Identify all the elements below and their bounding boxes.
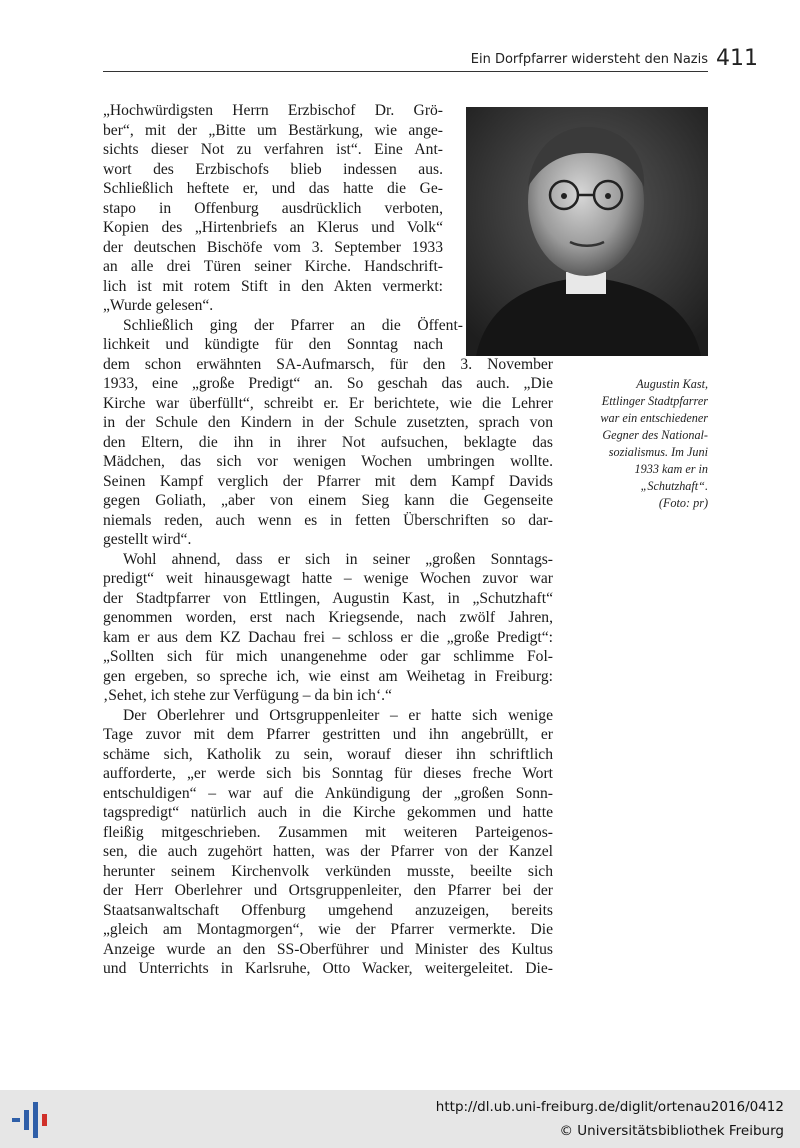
body-line: dem schon erwähnten SA-Aufmarsch, für den 3. November <box>103 355 553 373</box>
body-line: „Hochwürdigsten Herrn Erzbischof Dr. Grö- <box>103 102 443 119</box>
caption-line: sozialismus. Im Juni <box>608 445 708 459</box>
body-line: sen, die auch zugehört hatten, was der Pfarrer von der Kanzel <box>103 843 553 860</box>
caption-line: Augustin Kast, <box>636 377 708 391</box>
body-line: den Eltern, die ihn in ihrer Not aufsuchen, beklagte das <box>103 433 553 451</box>
body-line: Kopien des „Hirtenbriefs an Klerus und Volk“ <box>103 219 443 236</box>
article-body <box>103 101 553 979</box>
body-line: niemals reden, auch wenn es in fetten Überschriften so dar- <box>103 511 553 529</box>
body-line: „gleich am Montagmorgen“, wie der Pfarrer vermerkte. Die <box>103 921 553 938</box>
body-line: fleißig mitgeschrieben. Zusammen mit weiteren Parteigenos- <box>103 823 553 841</box>
body-line: Staatsanwaltschaft Offenburg umgehend anzuzeigen, bereits <box>103 901 553 919</box>
body-line: wort des Erzbischofs blieb indessen aus. <box>103 160 443 178</box>
caption-line: „Schutzhaft“. <box>640 479 708 493</box>
viewer-footer <box>0 1090 800 1148</box>
body-line: ‚Sehet, ich stehe zur Verfügung – da bin ich‘.“ <box>103 687 392 704</box>
body-line: herunter seinem Kirchenvolk verkünden musste, beeilte sich <box>103 862 553 880</box>
permalink-url[interactable]: http://dl.ub.uni-freiburg.de/diglit/ortenau2016/0412 <box>435 1099 784 1115</box>
page-number: 411 <box>716 46 758 71</box>
body-line: ber“, mit der „Bitte um Bestärkung, wie ange- <box>103 121 443 139</box>
body-line: Schließlich ging der Pfarrer an die Öffent- <box>123 316 463 334</box>
body-line: stapo in Offenburg ausdrücklich verboten, <box>103 199 443 217</box>
running-title: Ein Dorfpfarrer widersteht den Nazis <box>470 52 708 67</box>
caption-line: Ettlinger Stadtpfarrer <box>601 394 708 408</box>
caption-line: 1933 kam er in <box>634 462 708 476</box>
body-line: gegen Goliath, „aber von einem Sieg kann die Gegenseite <box>103 492 553 509</box>
header-rule <box>103 71 708 72</box>
body-line: Tage zuvor mit dem Pfarrer gestritten und ihn angebrüllt, er <box>103 726 553 743</box>
body-line: an alle drei Türen seiner Kirche. Handschrift- <box>103 258 443 275</box>
library-logo-icon <box>12 1100 52 1140</box>
body-line: Mädchen, das sich vor wenigen Wochen umbringen wollte. <box>103 453 553 470</box>
body-line: Seinen Kampf verglich der Pfarrer mit dem Kampf Davids <box>103 472 553 490</box>
body-line: „Sollten sich für mich unangenehme oder gar schlimme Fol- <box>103 648 553 665</box>
body-line: Schließlich heftete er, und das hatte die Ge- <box>103 180 443 197</box>
caption-line: Gegner des National- <box>602 428 708 442</box>
body-line: in der Schule den Kindern in der Schule zusetzten, sprach von <box>103 414 553 431</box>
body-line: aufforderte, „er werde sich bis Sonntag für dieses freche Wort <box>103 765 553 782</box>
body-line: sichts dieser Not zu verfahren ist“. Eine Ant- <box>103 141 443 158</box>
body-line: tagspredigt“ natürlich auch in die Kirche gekommen und hatte <box>103 804 553 821</box>
body-line: schäme sich, Katholik zu sein, worauf dieser ihn schriftlich <box>103 745 553 763</box>
copyright-notice: © Universitätsbibliothek Freiburg <box>559 1123 784 1139</box>
body-line: genommen worden, erst nach Kriegsende, nach zwölf Jahren, <box>103 609 553 626</box>
body-line: Kirche war überfüllt“, schreibt er. Er berichtete, wie die Lehrer <box>103 394 553 412</box>
body-line: predigt“ weit hinausgewagt hatte – wenige Wochen zuvor war <box>103 570 553 587</box>
body-line: „Wurde gelesen“. <box>103 297 214 314</box>
running-head <box>103 46 758 76</box>
body-line: lich ist mit rotem Stift in den Akten vermerkt: <box>103 277 443 295</box>
body-line: lichkeit und kündigte für den Sonntag nach <box>103 336 443 353</box>
body-line: Anzeige wurde an den SS-Oberführer und Minister des Kultus <box>103 940 553 958</box>
body-line: und Unterrichts in Karlsruhe, Otto Wacker, weitergeleitet. Die- <box>103 960 553 977</box>
body-line: kam er aus dem KZ Dachau frei – schloss er die „große Predigt“: <box>103 628 553 646</box>
body-line: der Herr Oberlehrer und Ortsgruppenleiter, den Pfarrer bei der <box>103 882 553 899</box>
body-line: gen ergeben, so spreche ich, wie einst am Weihetag in Freiburg: <box>103 667 553 685</box>
caption-line: (Foto: pr) <box>658 496 708 510</box>
body-line: der Stadtpfarrer von Ettlingen, Augustin Kast, in „Schutzhaft“ <box>103 589 553 607</box>
body-line: 1933, eine „große Predigt“ an. So geschah das auch. „Die <box>103 375 553 392</box>
body-line: Wohl ahnend, dass er sich in seiner „großen Sonntags- <box>123 550 553 568</box>
body-line: der deutschen Bischöfe vom 3. September 1933 <box>103 238 443 256</box>
body-line: Der Oberlehrer und Ortsgruppenleiter – er hatte sich wenige <box>123 706 553 724</box>
caption-line: war ein entschiedener <box>600 411 708 425</box>
body-line: entschuldigen“ – war auf die Ankündigung der „großen Sonn- <box>103 784 553 802</box>
body-line: gestellt wird“. <box>103 531 192 548</box>
photo-caption <box>566 376 708 512</box>
